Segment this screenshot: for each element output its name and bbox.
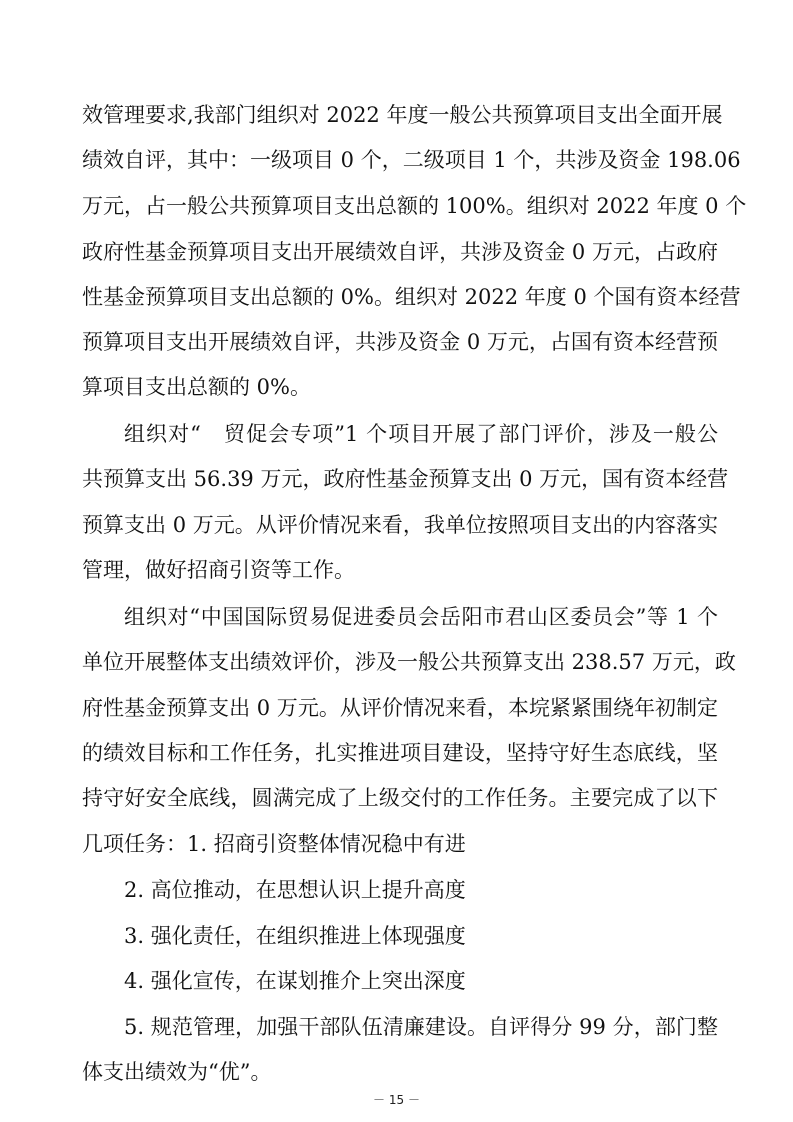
paragraph-line-12: 组织对“中国国际贸易促进委员会岳阳市君山区委员会”等 1 个 [124,605,718,629]
paragraph-line-9: 共预算支出 56.39 万元，政府性基金预算支出 0 万元，国有资本经营 [82,467,729,491]
paragraph-line-14: 府性基金预算支出 0 万元。从评价情况来看，本垸紧紧围绕年初制定 [82,696,718,720]
paragraph-line-3: 万元，占一般公共预算项目支出总额的 100%。组织对 2022 年度 0 个 [82,194,747,218]
paragraph-line-11: 管理，做好招商引资等工作。 [82,558,355,582]
paragraph-line-5: 性基金预算项目支出总额的 0%。组织对 2022 年度 0 个国有资本经营 [82,285,741,309]
paragraph-line-17: 几项任务：1. 招商引资整体情况稳中有进 [82,832,466,856]
paragraph-line-21: 5. 规范管理，加强干部队伍清廉建设。自评得分 99 分，部门整 [124,1015,718,1039]
paragraph-line-16: 持守好安全底线，圆满完成了上级交付的工作任务。主要完成了以下 [82,786,718,810]
paragraph-line-7: 算项目支出总额的 0%。 [82,375,311,399]
paragraph-line-13: 单位开展整体支出绩效评价，涉及一般公共预算支出 238.57 万元，政 [82,650,736,674]
page-number: － 15 － [373,1093,420,1107]
paragraph-line-2: 绩效自评，其中：一级项目 0 个，二级项目 1 个，共涉及资金 198.06 [82,148,741,172]
paragraph-line-1: 效管理要求,我部门组织对 2022 年度一般公共预算项目支出全面开展 [82,103,723,127]
paragraph-line-10: 预算支出 0 万元。从评价情况来看，我单位按照项目支出的内容落实 [82,513,718,537]
paragraph-line-8: 组织对“ 贸促会专项”1 个项目开展了部门评价，涉及一般公 [124,422,718,446]
paragraph-line-15: 的绩效目标和工作任务，扎实推进项目建设，坚持守好生态底线，坚 [82,741,718,765]
list-item-2: 2. 高位推动，在思想认识上提升高度 [124,878,466,902]
list-item-4: 4. 强化宣传，在谋划推介上突出深度 [124,969,466,993]
paragraph-line-6: 预算项目支出开展绩效自评，共涉及资金 0 万元，占国有资本经营预 [82,330,718,354]
paragraph-line-22: 体支出绩效为“优”。 [82,1060,272,1084]
paragraph-line-4: 政府性基金预算项目支出开展绩效自评，共涉及资金 0 万元，占政府 [82,240,718,264]
list-item-3: 3. 强化责任，在组织推进上体现强度 [124,924,466,948]
